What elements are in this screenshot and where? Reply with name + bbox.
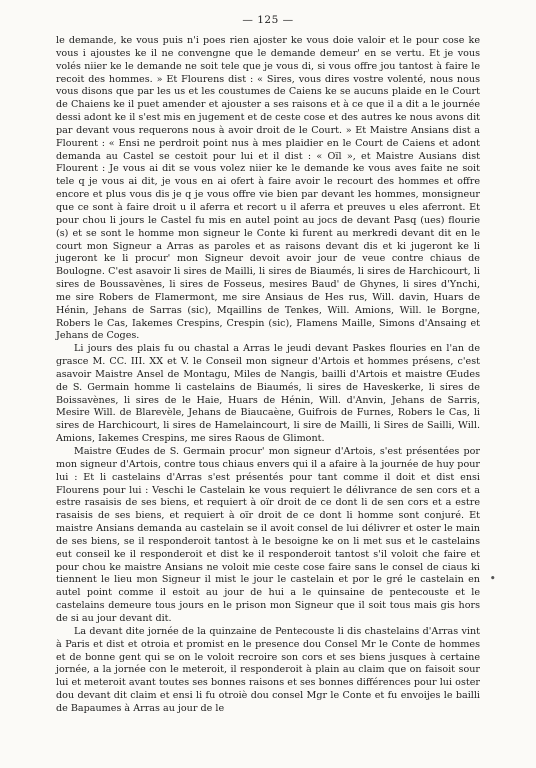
page-number: — 125 — xyxy=(242,14,294,26)
paragraph-3: Maistre Œudes de S. Germain procur' mon signeur d'Artois, s'est présentées por mon signeur d'Artois, contre tous chiaus envers qui il a afaire à la journée de huy pour lui : Et li castelains d'Arras s'est présentés pour tant comme il doit et dist ensi Flourens pour lui : Veschi le Castelain ke vous requiert le délivrance de sen cors et a estre rasaisis de ses biens, et requiert à oïr droit de ce dont li de sen cors et a estre rasaisis de ses biens, et requiert à oïr droit de ce dont li homme sont conjuré. Et maistre Ansians demanda au castelain se il avoit consel de lui délivrer et oster le main de ses biens, se il responderoit tantost à le besoigne ke on li met sus et le castelains eut conseil ke il responderoit et dist ke il responderoit tantost s'il voloit che faire et pour chou ke maistre Ansians ne voloit mie ceste cose faire sans le consel de ciaus ki tiennent le lieu mon Signeur il mist le jour le castelain et por le gré le castelain en autel point comme il estoit au jour de hui a le quinsaine de pentecouste et le castelains demeure tous jours en le prison mon Signeur que il soit tous mais gis hors de si au jour devant dit. xyxy=(56,446,480,624)
paragraph-2: Li jours des plais fu ou chastal a Arras le jeudi devant Paskes flouries en l'an de grasce M. CC. III. XX et V. le Conseil mon signeur d'Artois et hommes présens, c'est asavoir Maistre Ansel de Montagu, Miles de Nangis, bailli d'Artois et maistre Œudes de S. Germain homme li castelains de Biaumés, li sires de Haveskerke, li sires de Boissavènes, li sires de le Haie, Huars de Hénin, Will. d'Anvin, Jehans de Sarris, Mesire Will. de Blarevèle, Jehans de Biaucaène, Guifrois de Furnes, Robers le Cas, li sires de Harchicourt, li sires de Hamelaincourt, li sire de Mailli, li Sires de Sailli, Will. Amions, Iakemes Crespins, me sires Raous de Glimont. xyxy=(56,343,480,445)
paragraph-1: le demande, ke vous puis n'i poes rien ajoster ke vous doie valoir et le pour cose ke vous i ajoustes ke il ne convengne que le demande demeur' en se vertu. Et je vous volés niier ke le demande ne soit tele que je vous di, si vous offre jou tantost à faire le recoit des hommes. » Et Flourens dist : « Sires, vous dires vostre volenté, nous nous vous disons que par les us et les coustumes de Caiens ke se aucuns plaide en le Court de Chaiens ke il puet amender et ajouster a ses raisons et à ce que il a dit a le journée dessi adont ke il s'est mis en jugement et de ceste cose et des autres ke nous avons dit par devant vous requerons nous à avoir droit de le Court. » Et Maistre Ansians dist a Flourent : « Ensi ne perdroit point nus à mes plaidier en le Court de Caiens et adont demanda au Castel se cestoit pour lui et il dist : « Oïl », et Maistre Ausians dist Flourent : Je vous ai dit se vous volez niier ke le demande ke vous aves faite ne soit tele q je vous ai dit, je vous en ai ofert à faire avoir le recourt des hommes et offre encore et plus vous dis je q je vous offre vie bien par devant les hommes, monsigneur que ce sont à faire droit u il aferra et recort u il aferra et preuves u eles aferront. Et pour chou li jours le Castel fu mis en autel point au jocs de devant Pasq (ues) flourie (s) et se sont le homme mon signeur le Conte ki furent au merkredi devant dit en le court mon Signeur a Arras as paroles et as raisons devant dis et ki jugeront ke li jugeront ke li procur' mon Signeur devoit avoir jour de veue contre chiaus de Boulogne. C'est asavoir li sires de Mailli, li sires de Biaumés, li sires de Harchicourt, li sires de Boussavènes, li sires de Fosseus, mesires Baud' de Ghynes, li sires d'Ynchi, me sire Robers de Flamermont, me sire Ansiaus de Hes rus, Will. davin, Huars de Hénin, Jehans de Sarras (sic), Mqaillins de Tenkes, Will. Amions, Will. le Borgne, Robers le Cas, Iakemes Crespins, Crespin (sic), Flamens Maille, Simons d'Ansaing et Jehans de Coges. xyxy=(56,35,480,342)
body-text xyxy=(56,35,480,716)
paragraph-4: La devant dite jornée de la quinzaine de Pentecouste li dis chastelains d'Arras vint à Paris et dist et otroia et promist en le presence dou Consel Mr le Conte de hommes et de bonne gent qui se on le voloit recroire son cors et ses biens jusques à certaine jornée, a la jornée con le meteroit, il responderoit à plain au claim que on faisoit sour lui et meteroit avant toutes ses bonnes raisons et ses bonnes différences pour lui oster dou devant dit claim et ensi li fu otroiè dou consel Mgr le Conte et fu envoijes le bailli de Bapaumes à Arras au jour de le xyxy=(56,625,480,714)
margin-mark: • xyxy=(489,572,496,585)
